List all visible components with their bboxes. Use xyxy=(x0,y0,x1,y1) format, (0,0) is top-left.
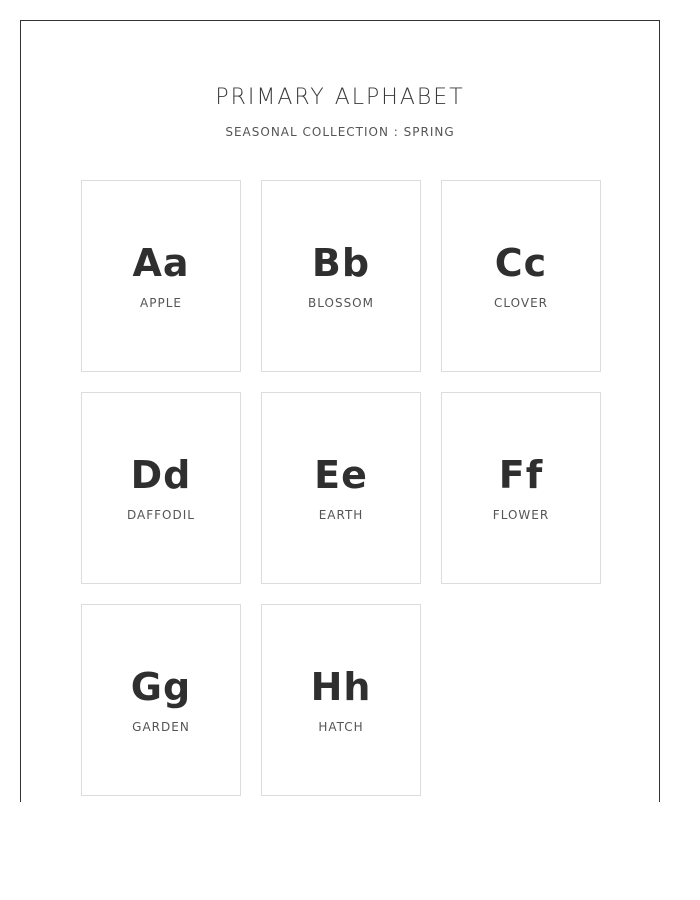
card-letter: Bb xyxy=(311,241,371,285)
card-letter: Hh xyxy=(310,665,372,709)
card-word: HATCH xyxy=(318,720,364,734)
letter-card-e xyxy=(261,392,421,584)
card-word: APPLE xyxy=(140,296,182,310)
card-word: EARTH xyxy=(318,508,364,522)
card-word: CLOVER xyxy=(494,296,548,310)
letter-card-a xyxy=(81,180,241,372)
letter-card-d xyxy=(81,392,241,584)
card-letter: Ee xyxy=(314,453,368,497)
alphabet-sheet xyxy=(20,20,660,802)
card-letter: Dd xyxy=(130,453,192,497)
letter-card-g xyxy=(81,604,241,796)
page-subtitle: SEASONAL COLLECTION : SPRING xyxy=(225,125,455,139)
card-word: BLOSSOM xyxy=(308,296,374,310)
letter-card-f xyxy=(441,392,601,584)
card-word: DAFFODIL xyxy=(127,508,195,522)
card-word: GARDEN xyxy=(132,720,190,734)
page-title: PRIMARY ALPHABET xyxy=(215,85,465,110)
letter-card-c xyxy=(441,180,601,372)
card-letter: Aa xyxy=(132,241,190,285)
letter-card-h xyxy=(261,604,421,796)
letter-card-grid xyxy=(81,180,601,796)
letter-card-b xyxy=(261,180,421,372)
card-letter: Gg xyxy=(130,665,192,709)
card-letter: Cc xyxy=(494,241,548,285)
card-letter: Ff xyxy=(498,453,544,497)
card-word: FLOWER xyxy=(492,508,550,522)
